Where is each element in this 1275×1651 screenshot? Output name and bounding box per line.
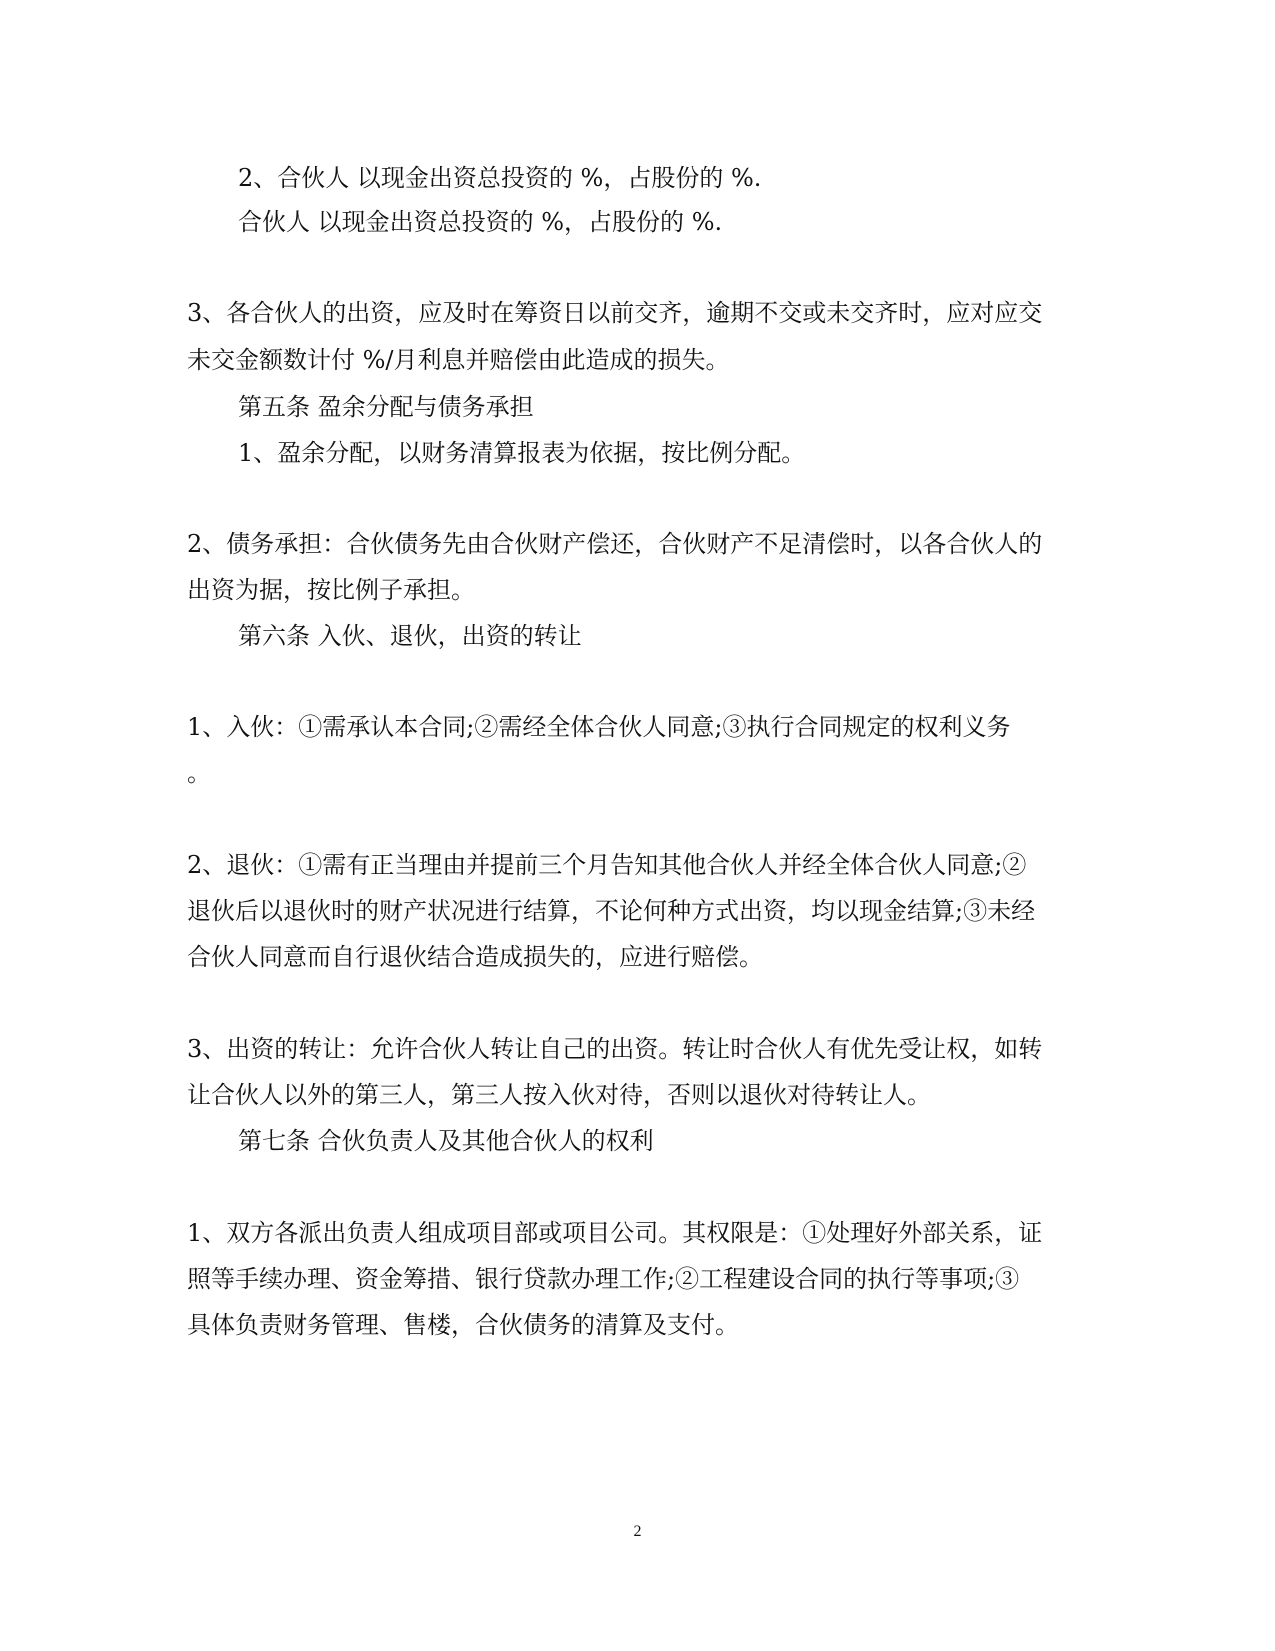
clause-5-item-1: 1、盈余分配，以财务清算报表为依据，按比例分配。	[238, 439, 806, 467]
clause-6-item-2-line-2: 退伙后以退伙时的财产状况进行结算，不论何种方式出资，均以现金结算;③未经	[187, 897, 1036, 925]
clause-7-heading: 第七条 合伙负责人及其他合伙人的权利	[238, 1127, 654, 1155]
clause-4-item-2-line-2: 合伙人 以现金出资总投资的 %，占股份的 %.	[238, 208, 723, 236]
page-number: 2	[633, 1523, 642, 1540]
clause-6-item-2-line-1: 2、退伙：①需有正当理由并提前三个月告知其他合伙人并经全体合伙人同意;②	[187, 851, 1027, 879]
clause-6-item-1-line-2: 。	[187, 759, 211, 787]
clause-6-item-1-line-1: 1、入伙：①需承认本合同;②需经全体合伙人同意;③执行合同规定的权利义务	[187, 713, 1011, 741]
clause-4-item-2-line-1: 2、合伙人 以现金出资总投资的 %，占股份的 %.	[238, 164, 762, 192]
clause-6-item-2-line-3: 合伙人同意而自行退伙结合造成损失的，应进行赔偿。	[187, 943, 763, 971]
clause-7-item-1-line-3: 具体负责财务管理、售楼，合伙债务的清算及支付。	[187, 1311, 739, 1339]
clause-6-item-3-line-1: 3、出资的转让：允许合伙人转让自己的出资。转让时合伙人有优先受让权，如转	[187, 1035, 1043, 1063]
clause-6-heading: 第六条 入伙、退伙，出资的转让	[238, 622, 582, 650]
clause-4-item-3-line-2: 未交金额数计付 %/月利息并赔偿由此造成的损失。	[187, 346, 730, 374]
clause-7-item-1-line-1: 1、双方各派出负责人组成项目部或项目公司。其权限是：①处理好外部关系，证	[187, 1219, 1043, 1247]
clause-4-item-3-line-1: 3、各合伙人的出资，应及时在筹资日以前交齐，逾期不交或未交齐时，应对应交	[187, 299, 1043, 327]
clause-5-item-2-line-2: 出资为据，按比例子承担。	[187, 576, 475, 604]
clause-5-heading: 第五条 盈余分配与债务承担	[238, 393, 534, 421]
clause-5-item-2-line-1: 2、债务承担：合伙债务先由合伙财产偿还，合伙财产不足清偿时，以各合伙人的	[187, 530, 1043, 558]
clause-6-item-3-line-2: 让合伙人以外的第三人，第三人按入伙对待，否则以退伙对待转让人。	[187, 1081, 931, 1109]
clause-7-item-1-line-2: 照等手续办理、资金筹措、银行贷款办理工作;②工程建设合同的执行等事项;③	[187, 1265, 1020, 1293]
